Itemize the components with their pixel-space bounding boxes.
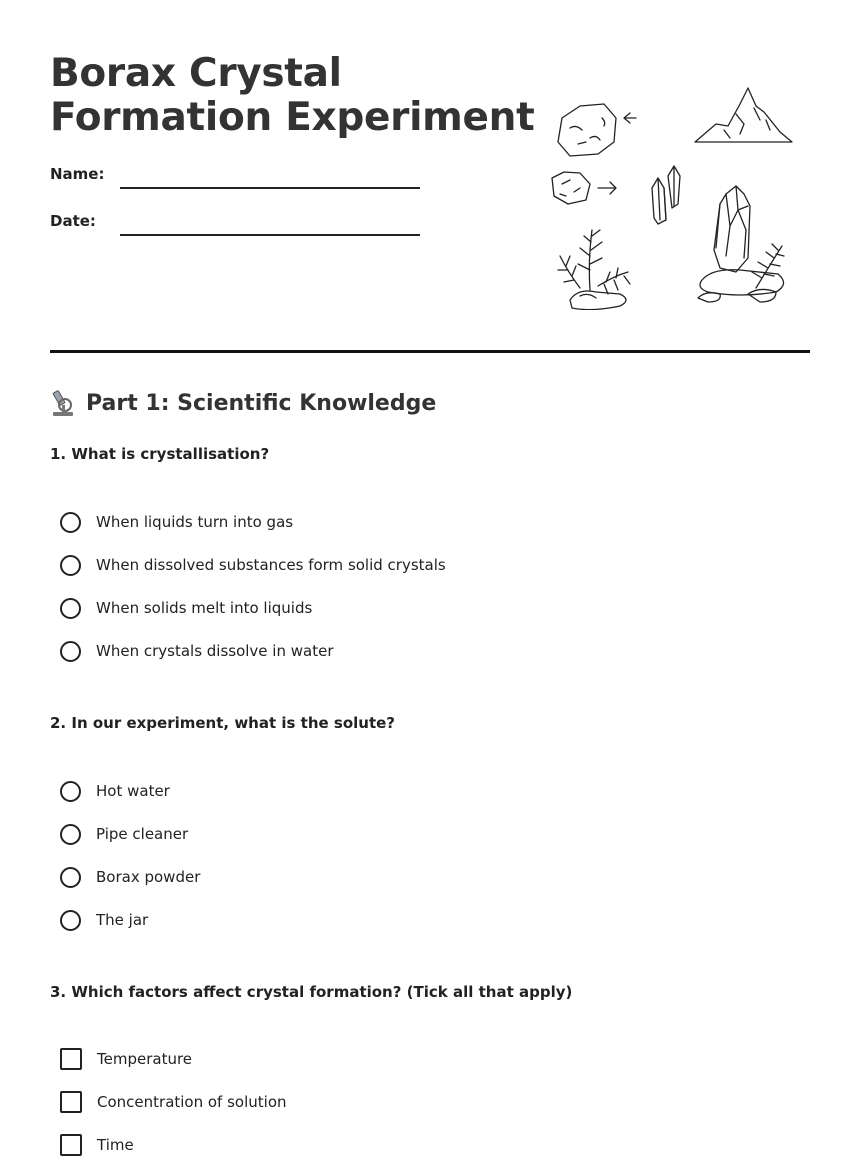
name-field-line[interactable] <box>120 187 420 189</box>
checkbox[interactable] <box>60 1091 82 1113</box>
option-label: When solids melt into liquids <box>96 599 313 617</box>
option-label: Pipe cleaner <box>96 825 189 843</box>
option-label: The jar <box>96 911 149 929</box>
option-label: When crystals dissolve in water <box>96 642 334 660</box>
radio-button[interactable] <box>60 867 81 888</box>
q1-option-1[interactable] <box>60 509 293 535</box>
worksheet-title: Borax Crystal Formation Experiment <box>50 51 535 140</box>
radio-button[interactable] <box>60 641 81 662</box>
option-label: Temperature <box>97 1050 193 1068</box>
name-label: Name: <box>50 165 105 183</box>
option-label: Time <box>97 1136 134 1154</box>
crystals-rocks-ferns-illustration <box>540 80 800 310</box>
q3-option-1[interactable] <box>60 1046 192 1072</box>
checkbox[interactable] <box>60 1134 82 1156</box>
q2-option-2[interactable] <box>60 821 188 847</box>
section-divider <box>50 350 810 353</box>
q3-option-2[interactable] <box>60 1089 287 1115</box>
option-label: When liquids turn into gas <box>96 513 294 531</box>
checkbox[interactable] <box>60 1048 82 1070</box>
question-1: 1. What is crystallisation? <box>50 445 270 463</box>
q1-option-3[interactable] <box>60 595 312 621</box>
radio-button[interactable] <box>60 910 81 931</box>
radio-button[interactable] <box>60 824 81 845</box>
option-label: Hot water <box>96 782 170 800</box>
q2-option-4[interactable] <box>60 907 148 933</box>
part1-heading-text: Part 1: Scientific Knowledge <box>86 390 437 416</box>
radio-button[interactable] <box>60 555 81 576</box>
question-2: 2. In our experiment, what is the solute? <box>50 714 395 732</box>
date-field-line[interactable] <box>120 234 420 236</box>
option-label: Borax powder <box>96 868 201 886</box>
radio-button[interactable] <box>60 781 81 802</box>
option-label: Concentration of solution <box>97 1093 287 1111</box>
q2-option-3[interactable] <box>60 864 200 890</box>
question-3: 3. Which factors affect crystal formation? (Tick all that apply) <box>50 983 573 1001</box>
radio-button[interactable] <box>60 598 81 619</box>
microscope-icon <box>50 388 76 418</box>
q1-option-2[interactable] <box>60 552 446 578</box>
date-label: Date: <box>50 212 96 230</box>
q3-option-3[interactable] <box>60 1132 134 1158</box>
q2-option-1[interactable] <box>60 778 170 804</box>
radio-button[interactable] <box>60 512 81 533</box>
q1-option-4[interactable] <box>60 638 334 664</box>
option-label: When dissolved substances form solid crystals <box>96 556 446 574</box>
part1-heading <box>50 388 436 418</box>
